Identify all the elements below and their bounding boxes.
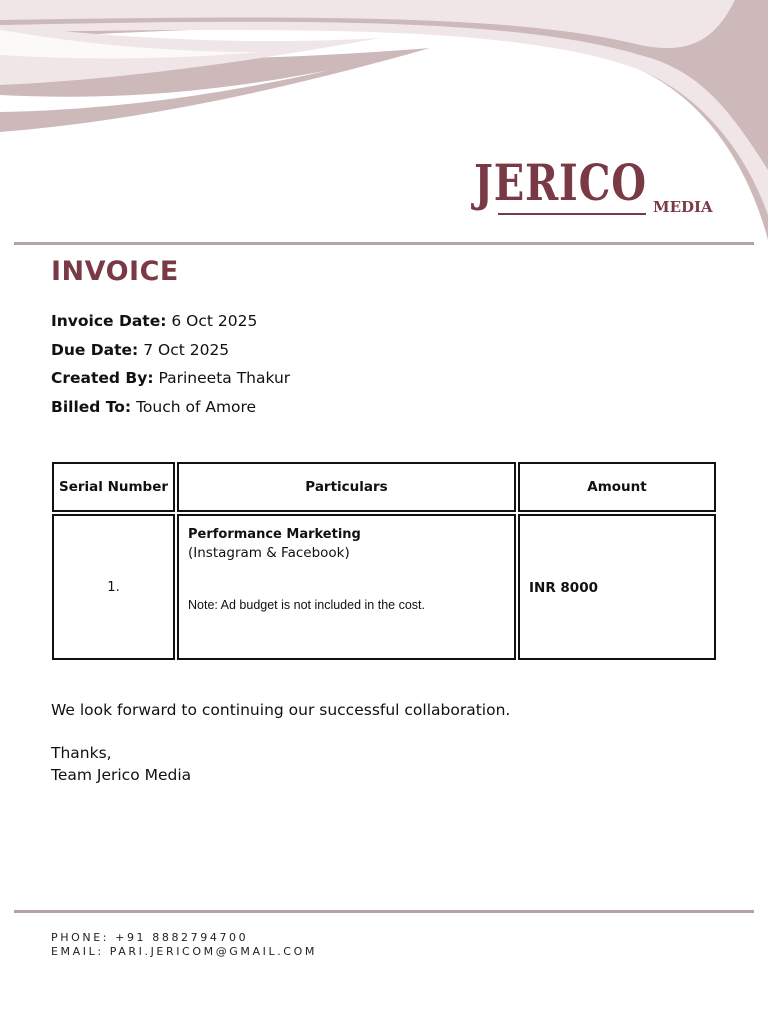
created-by-value: Parineeta Thakur bbox=[158, 369, 291, 387]
footer-divider bbox=[14, 910, 754, 913]
due-date-label: Due Date: bbox=[51, 340, 139, 359]
closing-signature: Team Jerico Media bbox=[51, 766, 192, 784]
closing-thanks: Thanks, bbox=[51, 744, 112, 762]
invoice-title: INVOICE bbox=[51, 256, 179, 287]
due-date-value: 7 Oct 2025 bbox=[143, 340, 230, 359]
amount-value: INR 8000 bbox=[529, 580, 598, 596]
due-date-row bbox=[51, 339, 290, 368]
header-particulars: Particulars bbox=[177, 462, 516, 512]
footer-contact bbox=[51, 931, 317, 958]
brand-underline bbox=[498, 213, 646, 215]
serial-value: 1. bbox=[107, 580, 120, 595]
table-row-particulars-cell bbox=[177, 514, 516, 660]
table-row-amount-cell bbox=[518, 514, 716, 660]
particular-note: Note: Ad budget is not included in the cost. bbox=[188, 598, 425, 612]
header-divider bbox=[14, 242, 754, 245]
header-serial-number: Serial Number bbox=[52, 462, 175, 512]
created-by-label: Created By: bbox=[51, 369, 154, 387]
created-by-row bbox=[51, 367, 290, 396]
header-amount: Amount bbox=[518, 462, 716, 512]
invoice-date-row bbox=[51, 310, 290, 339]
table-row-serial-cell bbox=[52, 514, 175, 660]
footer-phone: PHONE: +91 8882794700 bbox=[51, 931, 249, 944]
closing-message: We look forward to continuing our successful collaboration. bbox=[51, 701, 511, 719]
particular-subtitle: (Instagram & Facebook) bbox=[188, 545, 350, 561]
billed-to-value: Touch of Amore bbox=[136, 397, 257, 416]
invoice-details bbox=[51, 310, 290, 424]
footer-email: EMAIL: PARI.JERICOM@GMAIL.COM bbox=[51, 944, 317, 958]
billed-to-label: Billed To: bbox=[51, 397, 132, 416]
brand-logo bbox=[474, 153, 714, 222]
billed-to-row bbox=[51, 396, 290, 425]
brand-name: JERICO bbox=[474, 153, 647, 212]
invoice-date-label: Invoice Date: bbox=[51, 312, 167, 330]
particular-title: Performance Marketing bbox=[188, 527, 361, 542]
brand-sub: MEDIA bbox=[653, 198, 713, 216]
invoice-date-value: 6 Oct 2025 bbox=[171, 312, 258, 330]
